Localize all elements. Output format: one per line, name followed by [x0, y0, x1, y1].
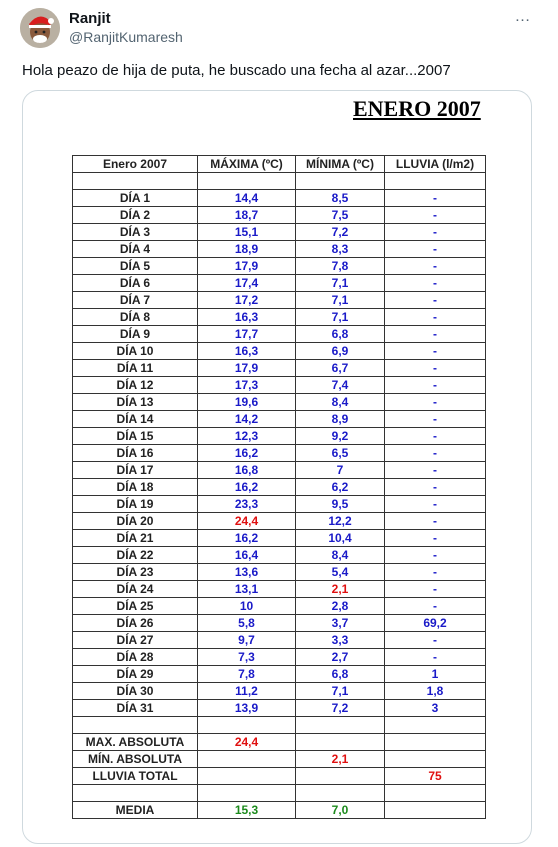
day-label: DÍA 8 — [73, 309, 198, 326]
day-label: DÍA 3 — [73, 224, 198, 241]
empty-cell — [73, 785, 198, 802]
max-temp-cell: 18,9 — [198, 241, 296, 258]
summary-label: MEDIA — [73, 802, 198, 819]
max-temp-cell: 17,7 — [198, 326, 296, 343]
max-temp-cell: 23,3 — [198, 496, 296, 513]
rain-cell: - — [385, 411, 486, 428]
min-temp-cell: 7,1 — [296, 683, 385, 700]
min-temp-cell: 6,8 — [296, 666, 385, 683]
empty-cell — [385, 173, 486, 190]
day-label: DÍA 20 — [73, 513, 198, 530]
empty-cell — [198, 768, 296, 785]
rain-cell: - — [385, 462, 486, 479]
max-temp-cell: 16,8 — [198, 462, 296, 479]
min-absolute-value: 2,1 — [296, 751, 385, 768]
media-min-value: 7,0 — [296, 802, 385, 819]
empty-cell — [296, 173, 385, 190]
max-temp-cell: 16,3 — [198, 343, 296, 360]
summary-label: MÍN. ABSOLUTA — [73, 751, 198, 768]
avatar[interactable] — [20, 8, 60, 48]
rain-cell: - — [385, 241, 486, 258]
max-temp-cell: 14,4 — [198, 190, 296, 207]
table-row — [73, 530, 486, 547]
max-temp-cell: 9,7 — [198, 632, 296, 649]
table-row — [73, 394, 486, 411]
table-row — [73, 598, 486, 615]
rain-cell: - — [385, 394, 486, 411]
max-temp-cell: 17,2 — [198, 292, 296, 309]
rain-cell: - — [385, 496, 486, 513]
day-label: DÍA 30 — [73, 683, 198, 700]
spacer-row — [73, 785, 486, 802]
day-label: DÍA 26 — [73, 615, 198, 632]
min-temp-cell: 7,8 — [296, 258, 385, 275]
spacer-row — [73, 173, 486, 190]
rain-cell: - — [385, 377, 486, 394]
max-temp-cell: 10 — [198, 598, 296, 615]
min-temp-cell: 6,5 — [296, 445, 385, 462]
rain-cell: - — [385, 479, 486, 496]
day-label: DÍA 27 — [73, 632, 198, 649]
tweet-media-image[interactable] — [22, 90, 532, 844]
empty-cell — [385, 717, 486, 734]
day-label: DÍA 16 — [73, 445, 198, 462]
day-label: DÍA 5 — [73, 258, 198, 275]
rain-cell: - — [385, 564, 486, 581]
empty-cell — [385, 734, 486, 751]
table-row — [73, 377, 486, 394]
max-temp-cell: 13,1 — [198, 581, 296, 598]
min-temp-cell: 9,2 — [296, 428, 385, 445]
empty-cell — [296, 768, 385, 785]
max-temp-cell: 13,6 — [198, 564, 296, 581]
more-options-icon[interactable]: … — [514, 8, 532, 25]
day-label: DÍA 4 — [73, 241, 198, 258]
table-row — [73, 479, 486, 496]
day-label: DÍA 12 — [73, 377, 198, 394]
day-label: DÍA 23 — [73, 564, 198, 581]
max-temp-cell: 7,3 — [198, 649, 296, 666]
min-temp-cell: 8,4 — [296, 394, 385, 411]
empty-cell — [385, 751, 486, 768]
table-row — [73, 513, 486, 530]
document-title: ENERO 2007 — [353, 96, 481, 121]
day-label: DÍA 25 — [73, 598, 198, 615]
max-absolute-value: 24,4 — [198, 734, 296, 751]
day-label: DÍA 17 — [73, 462, 198, 479]
empty-cell — [296, 734, 385, 751]
rain-cell: - — [385, 190, 486, 207]
summary-label: MAX. ABSOLUTA — [73, 734, 198, 751]
rain-cell: - — [385, 224, 486, 241]
day-label: DÍA 22 — [73, 547, 198, 564]
table-row — [73, 190, 486, 207]
table-row — [73, 241, 486, 258]
table-row — [73, 224, 486, 241]
day-label: DÍA 24 — [73, 581, 198, 598]
empty-cell — [198, 785, 296, 802]
min-temp-cell: 2,1 — [296, 581, 385, 598]
max-temp-cell: 15,1 — [198, 224, 296, 241]
empty-cell — [198, 717, 296, 734]
min-temp-cell: 6,9 — [296, 343, 385, 360]
max-temp-cell: 5,8 — [198, 615, 296, 632]
min-temp-cell: 6,2 — [296, 479, 385, 496]
empty-cell — [73, 717, 198, 734]
summary-label: LLUVIA TOTAL — [73, 768, 198, 785]
min-temp-cell: 8,4 — [296, 547, 385, 564]
empty-cell — [385, 802, 486, 819]
column-header: Enero 2007 — [73, 156, 198, 173]
table-row — [73, 632, 486, 649]
max-temp-cell: 16,4 — [198, 547, 296, 564]
table-row — [73, 292, 486, 309]
max-temp-cell: 7,8 — [198, 666, 296, 683]
column-header: MÁXIMA (ºC) — [198, 156, 296, 173]
empty-cell — [385, 785, 486, 802]
day-label: DÍA 29 — [73, 666, 198, 683]
day-label: DÍA 18 — [73, 479, 198, 496]
rain-cell: - — [385, 258, 486, 275]
table-row — [73, 666, 486, 683]
min-temp-cell: 7,1 — [296, 292, 385, 309]
rain-cell: - — [385, 445, 486, 462]
min-temp-cell: 7 — [296, 462, 385, 479]
day-label: DÍA 10 — [73, 343, 198, 360]
spacer-row — [73, 717, 486, 734]
rain-cell: - — [385, 530, 486, 547]
column-header: LLUVIA (l/m2) — [385, 156, 486, 173]
rain-cell: 3 — [385, 700, 486, 717]
table-row — [73, 326, 486, 343]
avatar-photo-icon — [20, 8, 60, 48]
empty-cell — [198, 173, 296, 190]
max-temp-cell: 16,3 — [198, 309, 296, 326]
rain-cell: - — [385, 649, 486, 666]
empty-cell — [198, 751, 296, 768]
user-handle[interactable]: @RanjitKumaresh — [69, 29, 183, 45]
min-temp-cell: 7,4 — [296, 377, 385, 394]
max-temp-cell: 17,9 — [198, 360, 296, 377]
max-temp-cell: 18,7 — [198, 207, 296, 224]
min-temp-cell: 5,4 — [296, 564, 385, 581]
max-temp-cell: 11,2 — [198, 683, 296, 700]
rain-cell: - — [385, 632, 486, 649]
day-label: DÍA 15 — [73, 428, 198, 445]
column-header: MÍNIMA (ºC) — [296, 156, 385, 173]
table-row — [73, 411, 486, 428]
rain-cell: 69,2 — [385, 615, 486, 632]
day-label: DÍA 11 — [73, 360, 198, 377]
table-row — [73, 462, 486, 479]
day-label: DÍA 6 — [73, 275, 198, 292]
day-label: DÍA 21 — [73, 530, 198, 547]
empty-cell — [296, 785, 385, 802]
min-temp-cell: 7,1 — [296, 275, 385, 292]
day-label: DÍA 28 — [73, 649, 198, 666]
min-temp-cell: 2,8 — [296, 598, 385, 615]
max-temp-cell: 16,2 — [198, 530, 296, 547]
rain-cell: - — [385, 428, 486, 445]
rain-cell: - — [385, 309, 486, 326]
rain-cell: - — [385, 326, 486, 343]
table-row — [73, 496, 486, 513]
max-temp-cell: 16,2 — [198, 445, 296, 462]
day-label: DÍA 9 — [73, 326, 198, 343]
table-row — [73, 428, 486, 445]
rain-total-row — [73, 768, 486, 785]
table-row — [73, 309, 486, 326]
table-row — [73, 649, 486, 666]
display-name[interactable]: Ranjit — [69, 10, 111, 27]
min-temp-cell: 12,2 — [296, 513, 385, 530]
table-row — [73, 360, 486, 377]
table-row — [73, 700, 486, 717]
max-temp-cell: 17,9 — [198, 258, 296, 275]
rain-cell: - — [385, 513, 486, 530]
day-label: DÍA 1 — [73, 190, 198, 207]
min-temp-cell: 2,7 — [296, 649, 385, 666]
rain-cell: - — [385, 207, 486, 224]
min-temp-cell: 9,5 — [296, 496, 385, 513]
min-temp-cell: 3,7 — [296, 615, 385, 632]
table-row — [73, 207, 486, 224]
media-max-value: 15,3 — [198, 802, 296, 819]
table-row — [73, 581, 486, 598]
max-temp-cell: 17,4 — [198, 275, 296, 292]
table-row — [73, 258, 486, 275]
min-temp-cell: 7,5 — [296, 207, 385, 224]
max-temp-cell: 17,3 — [198, 377, 296, 394]
min-temp-cell: 8,9 — [296, 411, 385, 428]
table-row — [73, 547, 486, 564]
max-temp-cell: 14,2 — [198, 411, 296, 428]
rain-cell: - — [385, 343, 486, 360]
max-temp-cell: 13,9 — [198, 700, 296, 717]
table-row — [73, 564, 486, 581]
rain-cell: - — [385, 598, 486, 615]
day-label: DÍA 7 — [73, 292, 198, 309]
rain-total-value: 75 — [385, 768, 486, 785]
table-row — [73, 683, 486, 700]
day-label: DÍA 19 — [73, 496, 198, 513]
min-temp-cell: 3,3 — [296, 632, 385, 649]
min-temp-cell: 7,1 — [296, 309, 385, 326]
min-temp-cell: 7,2 — [296, 224, 385, 241]
empty-cell — [296, 717, 385, 734]
rain-cell: - — [385, 581, 486, 598]
max-temp-cell: 24,4 — [198, 513, 296, 530]
max-temp-cell: 19,6 — [198, 394, 296, 411]
table-row — [73, 445, 486, 462]
table-row — [73, 275, 486, 292]
table-header-row — [73, 156, 486, 173]
min-absolute-row — [73, 751, 486, 768]
day-label: DÍA 13 — [73, 394, 198, 411]
day-label: DÍA 2 — [73, 207, 198, 224]
empty-cell — [73, 173, 198, 190]
min-temp-cell: 7,2 — [296, 700, 385, 717]
min-temp-cell: 8,3 — [296, 241, 385, 258]
max-absolute-row — [73, 734, 486, 751]
min-temp-cell: 8,5 — [296, 190, 385, 207]
rain-cell: 1,8 — [385, 683, 486, 700]
day-label: DÍA 14 — [73, 411, 198, 428]
rain-cell: - — [385, 275, 486, 292]
rain-cell: - — [385, 292, 486, 309]
rain-cell: - — [385, 360, 486, 377]
tweet-text: Hola peazo de hija de puta, he buscado una fecha al azar...2007 — [22, 62, 451, 79]
min-temp-cell: 6,7 — [296, 360, 385, 377]
weather-table — [72, 155, 486, 819]
max-temp-cell: 16,2 — [198, 479, 296, 496]
table-row — [73, 615, 486, 632]
max-temp-cell: 12,3 — [198, 428, 296, 445]
media-row — [73, 802, 486, 819]
rain-cell: - — [385, 547, 486, 564]
min-temp-cell: 6,8 — [296, 326, 385, 343]
day-label: DÍA 31 — [73, 700, 198, 717]
rain-cell: 1 — [385, 666, 486, 683]
table-row — [73, 343, 486, 360]
min-temp-cell: 10,4 — [296, 530, 385, 547]
